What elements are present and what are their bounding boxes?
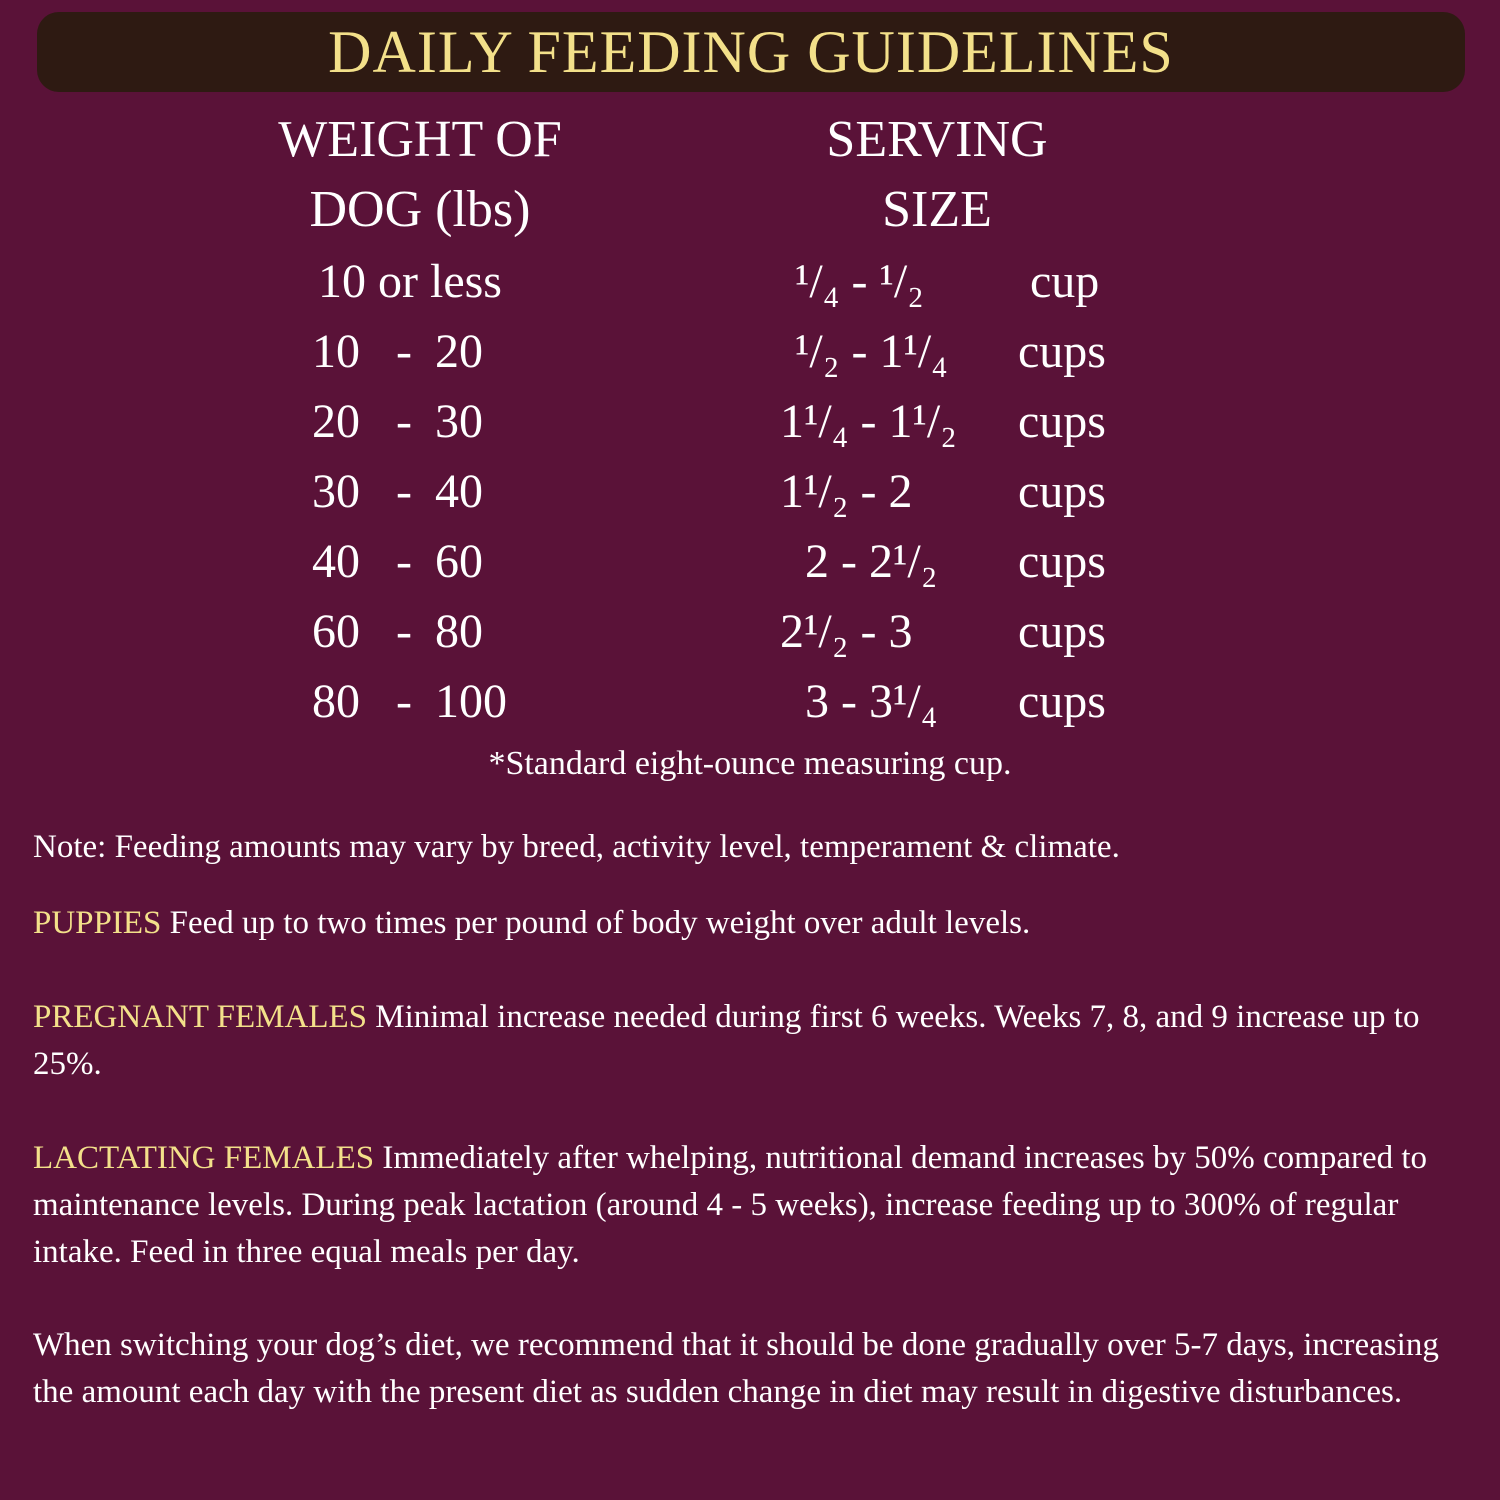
table-row [0,247,1500,317]
weight-dash: - [396,325,412,378]
diet-switch-note: When switching your dog’s diet, we recommend that it should be done gradually over 5-7 days, increasing the amount each day with the present diet as sudden change in diet may result in digestive disturbances. [33,1327,1439,1410]
serving-header-line2: SIZE [882,181,992,238]
table-footnote: *Standard eight-ounce measuring cup. [488,745,1012,782]
weight-header-line2: DOG (lbs) [309,181,531,238]
weight-cell: 10 or less [318,255,502,308]
weight-column-header [220,105,620,245]
weight-dash: - [396,395,412,448]
lactating-text: Immediately after whelping, nutritional demand increases by 50% compared to maintenance levels. During peak lactation (around 4 - 5 weeks), increase feeding up to 300% of regular intake. Feed in three equal meals per day. [33,1140,1428,1270]
weight-dash: - [396,605,412,658]
table-row [0,527,1500,597]
unit-cell: cups [1018,535,1106,588]
unit-cell: cups [1018,325,1106,378]
serving-cell: 2¹/₂ - 3 [780,605,913,658]
lactating-section [33,1135,1473,1276]
pregnant-label: PREGNANT FEMALES [33,999,368,1035]
serving-cell: ¹/₄ - ¹/₂ [795,255,924,308]
weight-dash: - [396,535,412,588]
weight-high: 40 [435,465,483,518]
unit-cell: cup [1030,255,1100,308]
weight-low: 30 [312,465,360,518]
table-row [0,667,1500,737]
unit-cell: cups [1018,605,1106,658]
lactating-label: LACTATING FEMALES [33,1140,375,1176]
unit-cell: cups [1018,675,1106,728]
weight-low: 10 [312,325,360,378]
weight-dash: - [396,675,412,728]
weight-low: 60 [312,605,360,658]
weight-high: 100 [435,675,507,728]
title-banner [37,12,1465,92]
puppies-text: Feed up to two times per pound of body weight over adult levels. [161,905,1031,941]
serving-cell: 1¹/₂ - 2 [780,465,913,518]
page-title: DAILY FEEDING GUIDELINES [328,19,1174,85]
weight-header-line1: WEIGHT OF [278,111,562,168]
puppies-section [33,900,1473,947]
serving-cell: 3 - 3¹/₄ [805,675,938,728]
pregnant-section [33,994,1473,1088]
table-row [0,597,1500,667]
weight-high: 60 [435,535,483,588]
unit-cell: cups [1018,465,1106,518]
table-row [0,457,1500,527]
weight-high: 30 [435,395,483,448]
unit-cell: cups [1018,395,1106,448]
weight-dash: - [396,465,412,518]
serving-cell: 2 - 2¹/₂ [805,535,938,588]
table-row [0,387,1500,457]
pregnant-text: Minimal increase needed during first 6 weeks. Weeks 7, 8, and 9 increase up to 25%. [33,999,1420,1082]
weight-low: 20 [312,395,360,448]
table-row [0,317,1500,387]
weight-high: 20 [435,325,483,378]
feeding-note: Note: Feeding amounts may vary by breed, activity level, temperament & climate. [33,829,1120,865]
weight-high: 80 [435,605,483,658]
serving-cell: 1¹/₄ - 1¹/₂ [780,395,957,448]
weight-low: 40 [312,535,360,588]
puppies-label: PUPPIES [33,905,162,941]
weight-low: 80 [312,675,360,728]
serving-header-line1: SERVING [826,111,1048,168]
serving-cell: ¹/₂ - 1¹/₄ [795,325,948,378]
serving-column-header [737,105,1137,245]
